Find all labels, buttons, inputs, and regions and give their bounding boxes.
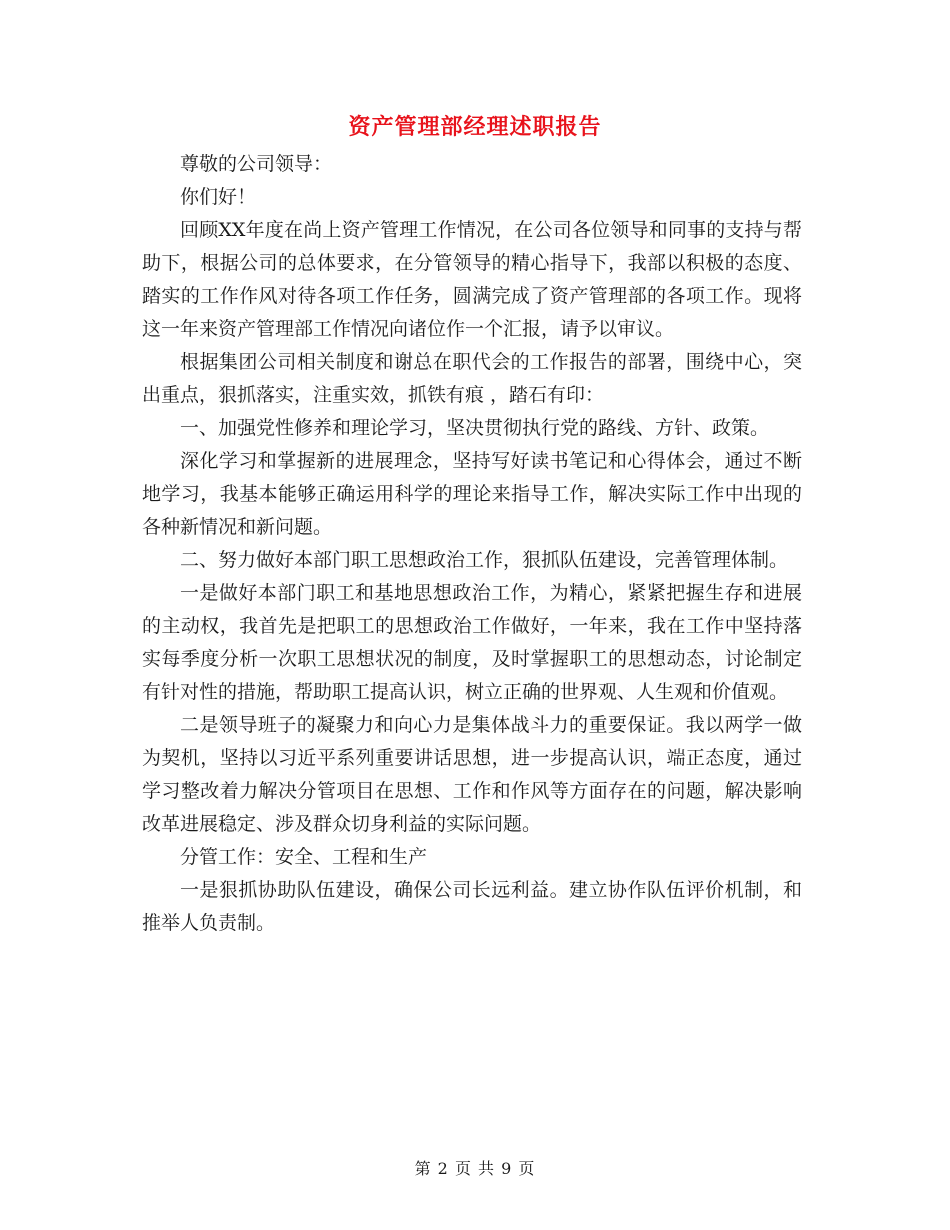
paragraph: 一是狠抓协助队伍建设，确保公司长远利益。建立协作队伍评价机制，和推举人负责制。 [142, 879, 802, 934]
section-heading: 一、加强党性修养和理论学习，坚决贯彻执行党的路线、方针、政策。 [180, 417, 770, 439]
greeting: 你们好！ [180, 186, 257, 208]
paragraph: 回顾XX年度在尚上资产管理工作情况，在公司各位领导和同事的支持与帮助下，根据公司的总体要求，在分管领导的精心指导下，我部以积极的态度、踏实的工作作风对待各项工作任务，圆满完成了资产管理部的各项工作。现将这一年来资产管理部工作情况向诸位作一个汇报，请予以审议。 [142, 219, 802, 340]
page-number: 第 2 页 共 9 页 [414, 1159, 536, 1178]
paragraph: 一是做好本部门职工和基地思想政治工作，为精心，紧紧把握生存和进展的主动权，我首先是把职工的思想政治工作做好，一年来，我在工作中坚持落实每季度分析一次职工思想状况的制度，及时掌握职工的思想动态，讨论制定有针对性的措施，帮助职工提高认识，树立正确的世界观、人生观和价值观。 [142, 582, 802, 703]
paragraph: 二是领导班子的凝聚力和向心力是集体战斗力的重要保证。我以两学一做为契机，坚持以习近平系列重要讲话思想，进一步提高认识，端正态度，通过学习整改着力解决分管项目在思想、工作和作风等方面存在的问题，解决影响改革进展稳定、涉及群众切身利益的实际问题。 [142, 714, 802, 835]
document-body [142, 148, 802, 940]
section-heading: 二、努力做好本部门职工思想政治工作，狠抓队伍建设，完善管理体制。 [180, 549, 789, 571]
paragraph: 根据集团公司相关制度和谢总在职代会的工作报告的部署，围绕中心，突出重点，狠抓落实，注重实效，抓铁有痕 ，踏石有印： [142, 351, 802, 406]
subheading: 分管工作：安全、工程和生产 [180, 846, 428, 868]
salutation: 尊敬的公司领导： [180, 153, 333, 175]
document-title: 资产管理部经理述职报告 [348, 114, 602, 140]
paragraph: 深化学习和掌握新的进展理念，坚持写好读书笔记和心得体会，通过不断地学习，我基本能够正确运用科学的理论来指导工作，解决实际工作中出现的各种新情况和新问题。 [142, 450, 802, 538]
